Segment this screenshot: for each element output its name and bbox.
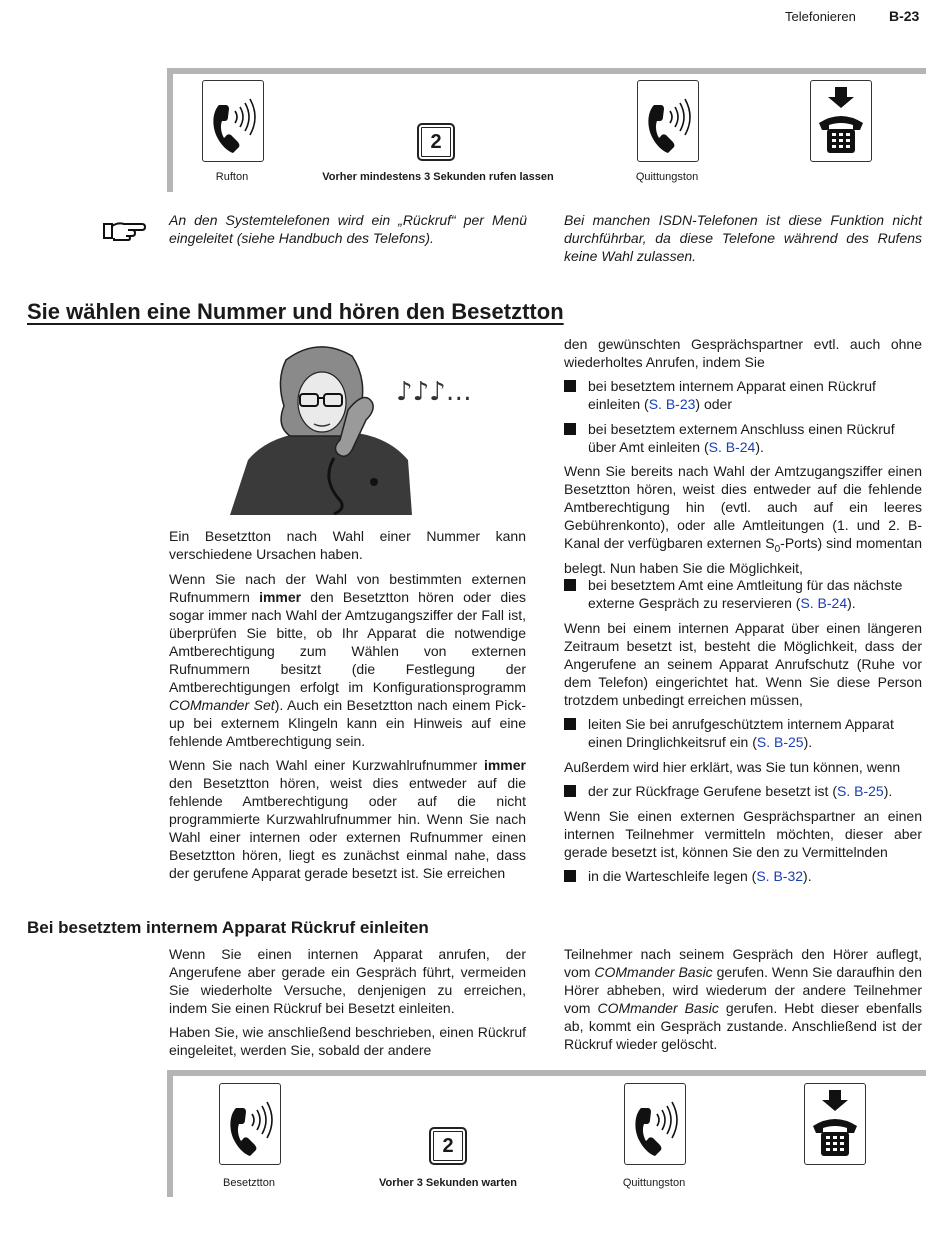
caption-besetztton: Besetztton — [223, 1177, 275, 1189]
caption-quittungston: Quittungston — [635, 171, 699, 183]
note-left: An den Systemtelefonen wird ein „Rückruf“ per Menü eingeleitet (siehe Handbuch des Telefons). — [169, 212, 527, 246]
ringing-phone-icon — [624, 1083, 686, 1165]
ringing-phone-icon — [219, 1083, 281, 1165]
s1-right-paragraph-2: Wenn Sie bereits nach Wahl der Amtzugangsziffer einen Besetztton hören, weist dies entweder auf die fehlende Amtberechtigung hin (evtl. auch auf ein leeres Gebührenkonto), oder alle Amtleitungen (1. und 2. B-Kanal der verfügbaren externen $S_0-Ports$) sind momentan belegt. Nun haben Sie die Möglichkeit, — [564, 463, 923, 576]
s1-paragraph-1: Ein Besetztton nach Wahl einer Nummer kann verschiedene Ursachen haben. — [169, 528, 526, 562]
s1-paragraph-3: Wenn Sie nach Wahl einer Kurzwahlrufnummer immer den Besetztton hören, weist dies entweder auf die fehlende Amtberechtigung oder auf die nicht programmierte Kurzwahlrufnummer hin. Wenn Sie nach Wahl einer internen oder externen Rufnummer einen Besetztton hören, liegt es zunächst einmal nahe, dass der gerufene Apparat gerade besetzt ist. Sie erreichen — [169, 757, 526, 881]
page-link[interactable]: S. B-25 — [756, 734, 804, 750]
hang-up-phone-icon — [804, 1083, 866, 1165]
hang-up-phone-icon — [810, 80, 872, 162]
caption-rufton: Rufton — [215, 171, 249, 183]
list-item: in die Warteschleife legen (S. B-32). — [564, 867, 922, 885]
s1-right-paragraph-3: Wenn bei einem internen Apparat über einen längeren Zeitraum besetzt ist, besteht die Möglichkeit, dass der Angerufene an seinem Apparat Anrufschutz (Ruhe vor dem Telefon) eingerichtet hat. Wenn Sie diese Person trotzdem unbedingt erreichen müssen, — [564, 620, 922, 708]
s2-paragraph-2: Haben Sie, wie anschließend beschrieben, einen Rückruf eingeleitet, werden Sie, sobald der andere — [169, 1024, 526, 1058]
procedure-panel-top — [167, 68, 926, 192]
digit-key-icon: 2 — [429, 1127, 467, 1165]
list-item: der zur Rückfrage Gerufene besetzt ist (S. B-25). — [564, 782, 922, 800]
list-item: bei besetztem externem Anschluss einen Rückruf über Amt einleiten (S. B-24). — [564, 420, 922, 456]
list-item: leiten Sie bei anrufgeschütztem internem Apparat einen Dringlichkeitsruf ein (S. B-25). — [564, 715, 922, 751]
procedure-panel-bottom — [167, 1070, 926, 1197]
section-heading-rueckruf: Bei besetztem internem Apparat Rückruf einleiten — [27, 918, 429, 937]
s1-right-paragraph-1: den gewünschten Gesprächspartner evtl. auch ohne wiederholtes Anrufen, indem Sie — [564, 336, 922, 370]
page-link[interactable]: S. B-32 — [756, 868, 804, 884]
caption-quittungston: Quittungston — [622, 1177, 686, 1189]
s1-paragraph-2: Wenn Sie nach der Wahl von bestimmten externen Rufnummern immer den Besetztton hören oder dies sogar immer nach Wahl der Amtzugangsziffer der Fall ist, überprüfen Sie bitte, ob Ihr Apparat die notwendige Amtberechtigung zum Wählen von externen Rufnummern besitzt (die Festlegung der Amtberechtigungen erfolgt im Konfigurationsprogramm COMmander Set). Auch ein Besetztton nach einem Pick-up bei externem Klingeln kann ein Hinweis auf eine fehlende Amtberechtigung sein. — [169, 571, 526, 749]
ringing-phone-icon — [202, 80, 264, 162]
s1-right-paragraph-4: Außerdem wird hier erklärt, was Sie tun können, wenn — [564, 759, 901, 775]
note-right: Bei manchen ISDN-Telefonen ist diese Funktion nicht durchführbar, da diese Telefone während des Rufens keine Wahl zulassen. — [564, 212, 922, 264]
s2-paragraph-1: Wenn Sie einen internen Apparat anrufen, der Angerufene aber gerade ein Gespräch führt, vermeiden Sie wiederholte Versuche, denjenigen zu erreichen, indem Sie einen Rückruf bei Besetzt einleiten. — [169, 946, 526, 1016]
list-item: bei besetztem Amt eine Amtleitung für das nächste externe Gespräch zu reservieren (S. B-24). — [564, 576, 922, 612]
caption-wait: Vorher mindestens 3 Sekunden rufen lassen — [322, 171, 554, 183]
woman-on-phone-illustration — [228, 340, 478, 515]
page-link[interactable]: S. B-25 — [837, 783, 884, 799]
header-section: Telefonieren — [785, 9, 856, 24]
page-link[interactable]: S. B-24 — [800, 595, 848, 611]
ringing-phone-icon — [637, 80, 699, 162]
s1-right-paragraph-5: Wenn Sie einen externen Gesprächspartner an einen internen Teilnehmer vermitteln möchten, dieser aber gerade besetzt ist, können Sie den zu Vermittelnden — [564, 808, 922, 860]
music-notes: ♪♪♪… — [396, 377, 472, 407]
list-item: bei besetztem internem Apparat einen Rückruf einleiten (S. B-23) oder — [564, 377, 922, 413]
digit-key-icon: 2 — [417, 123, 455, 161]
caption-wait: Vorher 3 Sekunden warten — [379, 1177, 517, 1189]
page-number: B-23 — [889, 8, 920, 24]
s2-right-paragraph: Teilnehmer nach seinem Gespräch den Hörer auflegt, vom COMmander Basic gerufen. Wenn Sie daraufhin den Hörer abheben, wird wiederum der andere Teilnehmer vom COMmander Basic gerufen. Hebt dieser ebenfalls ab, kommt ein Gespräch zustande. Anschließend ist der Rückruf wieder gelöscht. — [564, 946, 922, 1052]
pointing-hand-icon — [102, 218, 146, 247]
section-heading-besetztton: Sie wählen eine Nummer und hören den Besetztton — [27, 299, 564, 324]
page-link[interactable]: S. B-23 — [648, 396, 696, 412]
page-link[interactable]: S. B-24 — [708, 439, 756, 455]
